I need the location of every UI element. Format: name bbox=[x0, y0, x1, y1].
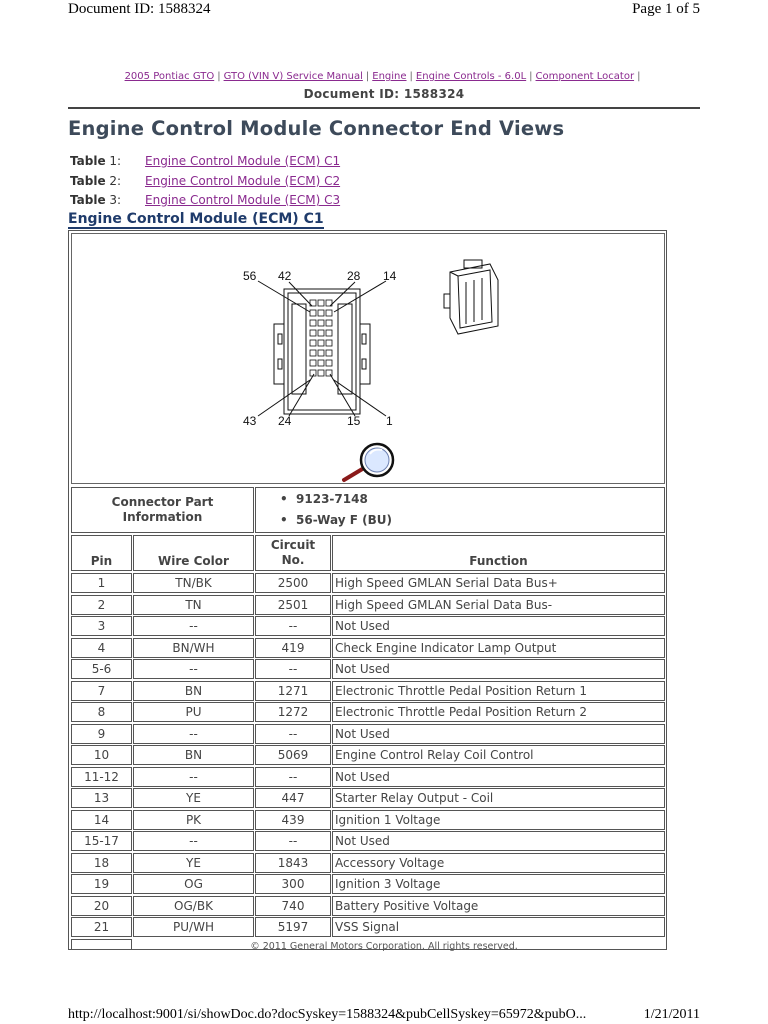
cell-circuit: 1843 bbox=[255, 853, 331, 873]
cell-wire-color: -- bbox=[133, 767, 254, 787]
column-header-circuit-no: Circuit No. bbox=[255, 535, 331, 571]
cell-circuit: -- bbox=[255, 767, 331, 787]
breadcrumb-separator: | bbox=[217, 71, 221, 82]
cell-pin: 13 bbox=[71, 788, 132, 808]
cell-wire-color: BN bbox=[133, 681, 254, 701]
cell-circuit: 2500 bbox=[255, 573, 331, 593]
cell-circuit: 5069 bbox=[255, 745, 331, 765]
cell-wire-color: YE bbox=[133, 788, 254, 808]
connector-part-info-label: Connector Part Information bbox=[71, 487, 254, 533]
column-header-wire-color: Wire Color bbox=[133, 535, 254, 571]
cell-circuit: 2501 bbox=[255, 595, 331, 615]
cell-circuit: 1272 bbox=[255, 702, 331, 722]
cell-pin: 9 bbox=[71, 724, 132, 744]
pin-label-42: 42 bbox=[278, 269, 292, 283]
cell-pin: 10 bbox=[71, 745, 132, 765]
pin-label-1: 1 bbox=[386, 414, 393, 428]
cell-wire-color: YE bbox=[133, 853, 254, 873]
cell-wire-color: -- bbox=[133, 659, 254, 679]
cell-function: Ignition 3 Voltage bbox=[332, 874, 665, 894]
breadcrumb-link-engine-controls[interactable]: Engine Controls - 6.0L bbox=[415, 71, 527, 82]
cell-circuit: -- bbox=[255, 724, 331, 744]
breadcrumb-separator: | bbox=[365, 71, 370, 82]
cell-wire-color: PU bbox=[133, 702, 254, 722]
breadcrumb-link-model[interactable]: 2005 Pontiac GTO bbox=[124, 71, 215, 82]
column-header-pin: Pin bbox=[71, 535, 132, 571]
cell-pin: 4 bbox=[71, 638, 132, 658]
cell-circuit: 447 bbox=[255, 788, 331, 808]
table-link-row bbox=[70, 172, 340, 192]
connector-pin-grid bbox=[310, 300, 332, 376]
breadcrumb-separator: | bbox=[637, 71, 641, 82]
table-link-ecm-c2[interactable]: Engine Control Module (ECM) C2 bbox=[145, 173, 341, 188]
cell-wire-color: TN bbox=[133, 595, 254, 615]
column-header-function: Function bbox=[332, 535, 665, 571]
cell-wire-color: PK bbox=[133, 810, 254, 830]
cell-wire-color: TN/BK bbox=[133, 573, 254, 593]
table-link-label: Table 3: bbox=[70, 193, 122, 207]
cell-pin: 5-6 bbox=[71, 659, 132, 679]
cell-function: Electronic Throttle Pedal Position Return 1 bbox=[332, 681, 665, 701]
cell-wire-color: BN bbox=[133, 745, 254, 765]
cell-function: Ignition 1 Voltage bbox=[332, 810, 665, 830]
cell-function: High Speed GMLAN Serial Data Bus- bbox=[332, 595, 665, 615]
cell-circuit: -- bbox=[255, 616, 331, 636]
cell-wire-color: OG bbox=[133, 874, 254, 894]
breadcrumb-separator: | bbox=[409, 71, 413, 82]
cell-function: Not Used bbox=[332, 616, 665, 636]
cell-pin: 14 bbox=[71, 810, 132, 830]
breadcrumb-link-manual[interactable]: GTO (VIN V) Service Manual bbox=[223, 71, 363, 82]
cell-circuit: -- bbox=[255, 831, 331, 851]
table-link-label: Table 2: bbox=[70, 173, 122, 188]
copyright-notice: © 2011 General Motors Corporation. All rights reserved. bbox=[250, 941, 518, 952]
cell-circuit: 5197 bbox=[255, 917, 331, 937]
pin-label-15: 15 bbox=[347, 414, 361, 428]
cell-pin: 3 bbox=[71, 616, 132, 636]
cell-circuit: 740 bbox=[255, 896, 331, 916]
cell-wire-color: -- bbox=[133, 724, 254, 744]
leader-lines bbox=[258, 281, 386, 416]
cell-function: Accessory Voltage bbox=[332, 853, 665, 873]
table-link-label: Table 1: bbox=[70, 154, 122, 168]
cell-pin: 21 bbox=[71, 917, 132, 937]
pdf-header bbox=[68, 0, 700, 20]
pdf-doc-id: Document ID: 1588324 bbox=[68, 1, 211, 17]
magnifier-icon[interactable] bbox=[344, 444, 393, 480]
pdf-footer-url: http://localhost:9001/si/showDoc.do?docSyskey=1588324&pubCellSyskey=65972&pubO... bbox=[68, 1007, 587, 1022]
cell-function: Battery Positive Voltage bbox=[332, 896, 665, 916]
connector-part-info-values bbox=[255, 487, 665, 533]
document-id: Document ID: 1588324 bbox=[303, 87, 465, 101]
pin-label-14: 14 bbox=[383, 269, 397, 283]
cell-wire-color: -- bbox=[133, 616, 254, 636]
table-links bbox=[70, 152, 340, 211]
cell-function: Check Engine Indicator Lamp Output bbox=[332, 638, 665, 658]
cell-pin: 15-17 bbox=[71, 831, 132, 851]
cell-function: Electronic Throttle Pedal Position Return 2 bbox=[332, 702, 665, 722]
page-title: Engine Control Module Connector End Views bbox=[68, 117, 565, 140]
cell-circuit: 300 bbox=[255, 874, 331, 894]
cell-wire-color: OG/BK bbox=[133, 896, 254, 916]
cell-function: Engine Control Relay Coil Control bbox=[332, 745, 665, 765]
pdf-footer-date: 1/21/2011 bbox=[643, 1007, 700, 1022]
pin-label-28: 28 bbox=[347, 269, 361, 283]
pin-label-24: 24 bbox=[278, 414, 292, 428]
cell-function: High Speed GMLAN Serial Data Bus+ bbox=[332, 573, 665, 593]
breadcrumb-link-engine[interactable]: Engine bbox=[372, 71, 407, 82]
cell-pin: 11-12 bbox=[71, 767, 132, 787]
connector-end-view-diagram bbox=[72, 234, 664, 483]
cell-function: Not Used bbox=[332, 724, 665, 744]
pin-label-56: 56 bbox=[243, 269, 257, 283]
cell-circuit: 419 bbox=[255, 638, 331, 658]
cell-function: Starter Relay Output - Coil bbox=[332, 788, 665, 808]
cell-pin: 7 bbox=[71, 681, 132, 701]
section-heading-ecm-c1: Engine Control Module (ECM) C1 bbox=[68, 211, 324, 227]
cell-function: Not Used bbox=[332, 831, 665, 851]
cell-pin: 8 bbox=[71, 702, 132, 722]
breadcrumb-link-component-locator[interactable]: Component Locator bbox=[535, 71, 635, 82]
connector-description: • 56-Way F (BU) bbox=[280, 513, 392, 527]
table-link-row bbox=[70, 191, 340, 211]
cell-pin: 18 bbox=[71, 853, 132, 873]
header-divider bbox=[68, 107, 700, 109]
cell-wire-color: -- bbox=[133, 831, 254, 851]
connector-figure-box bbox=[71, 233, 665, 484]
cell-circuit: 439 bbox=[255, 810, 331, 830]
cell-wire-color: BN/WH bbox=[133, 638, 254, 658]
cell-function: Not Used bbox=[332, 659, 665, 679]
cell-pin: 2 bbox=[71, 595, 132, 615]
cell-circuit: -- bbox=[255, 659, 331, 679]
connector-isometric-view bbox=[444, 260, 498, 334]
table-link-ecm-c3[interactable]: Engine Control Module (ECM) C3 bbox=[145, 193, 341, 207]
connector-part-number: • 9123-7148 bbox=[280, 492, 368, 506]
cell-circuit: 1271 bbox=[255, 681, 331, 701]
pdf-page-number: Page 1 of 5 bbox=[632, 1, 700, 17]
cell-function: Not Used bbox=[332, 767, 665, 787]
table-link-row bbox=[70, 152, 340, 172]
connector-body bbox=[274, 289, 370, 414]
cell-wire-color: PU/WH bbox=[133, 917, 254, 937]
cell-pin: 20 bbox=[71, 896, 132, 916]
cell-pin: 19 bbox=[71, 874, 132, 894]
pin-label-43: 43 bbox=[243, 414, 257, 428]
breadcrumb-separator: | bbox=[529, 71, 533, 82]
cell-pin: 1 bbox=[71, 573, 132, 593]
breadcrumb bbox=[68, 71, 700, 82]
table-link-ecm-c1[interactable]: Engine Control Module (ECM) C1 bbox=[145, 154, 341, 168]
cell-function: VSS Signal bbox=[332, 917, 665, 937]
